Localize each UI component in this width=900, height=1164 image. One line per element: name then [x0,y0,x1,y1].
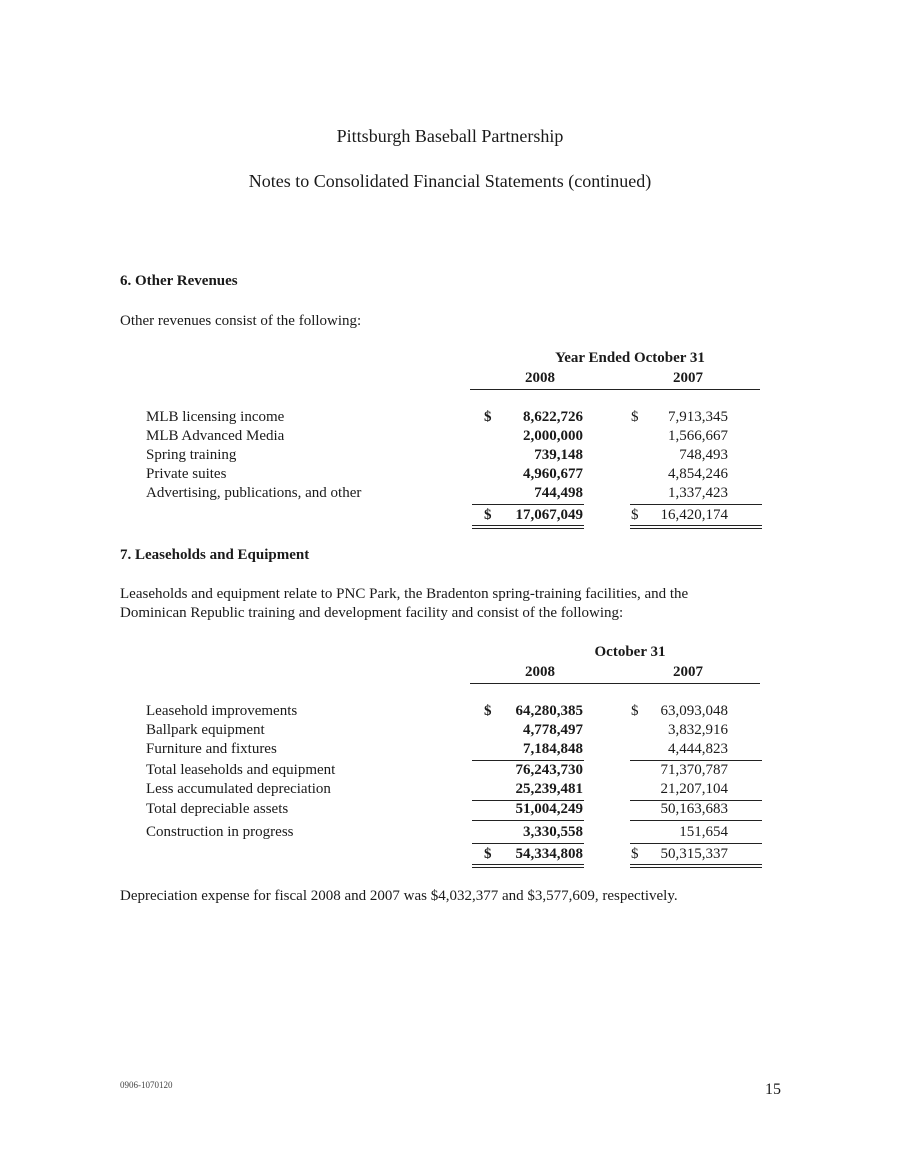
note7-row-label: Less accumulated depreciation [146,781,331,797]
note6-col-2007: 2007 [673,370,703,386]
note6-row-2008: 739,148 [534,447,583,463]
note6-col-2008: 2008 [525,370,555,386]
note7-col-2008: 2008 [525,664,555,680]
note7-row-2007: 63,093,048 [660,703,728,719]
note6-row-label: MLB licensing income [146,409,285,425]
note6-subtotal-rule-2008 [472,504,584,505]
note7-row-2008: 3,330,558 [523,824,583,840]
note7-row-label: Furniture and fixtures [146,741,277,757]
note6-row-2008: 744,498 [534,485,583,501]
note7-total-double-rule-2007 [630,864,762,868]
note7-subtotal-rule-2008 [472,820,584,821]
note6-row-2007: 1,566,667 [668,428,728,444]
note6-total-double-rule-2007 [630,525,762,529]
note7-row-label: Total depreciable assets [146,801,289,817]
note7-row-label: Total leaseholds and equipment [146,762,336,778]
currency-symbol: $ [484,507,492,523]
note6-total-2008: 17,067,049 [515,507,583,523]
note6-subtotal-rule-2007 [630,504,762,505]
note7-row-2007: 3,832,916 [668,722,728,738]
note7-total-double-rule-2008 [472,864,584,868]
note7-header-rule [470,683,760,684]
company-name: Pittsburgh Baseball Partnership [336,126,564,146]
note7-row-2008: 4,778,497 [523,722,583,738]
note6-group-header: Year Ended October 31 [555,350,705,366]
currency-symbol: $ [631,409,639,425]
note6-row-2007: 1,337,423 [668,485,728,501]
note6-row-2007: 748,493 [679,447,728,463]
note7-row-2008: 76,243,730 [515,762,583,778]
depreciation-note: Depreciation expense for fiscal 2008 and 2007 was $4,032,377 and $3,577,609, respectively. [120,888,678,904]
note6-intro: Other revenues consist of the following: [120,313,362,329]
note6-title: 6. Other Revenues [120,273,238,289]
note6-row-2008: 8,622,726 [523,409,583,425]
note7-total-2008: 54,334,808 [515,846,583,862]
note7-col-2007: 2007 [673,664,703,680]
note7-row-label: Ballpark equipment [146,722,265,738]
note6-total-2007: 16,420,174 [660,507,728,523]
currency-symbol: $ [631,507,639,523]
note7-subtotal-rule-2007 [630,820,762,821]
note6-row-2008: 4,960,677 [523,466,583,482]
note6-row-2007: 4,854,246 [668,466,728,482]
note7-group-header: October 31 [594,644,666,660]
document-code: 0906-1070120 [120,1080,173,1090]
note7-row-2008: 7,184,848 [523,741,583,757]
note6-row-label: Advertising, publications, and other [146,485,362,501]
currency-symbol: $ [484,846,492,862]
currency-symbol: $ [484,409,492,425]
currency-symbol: $ [484,703,492,719]
note7-row-label: Leasehold improvements [146,703,298,719]
note7-subtotal-rule-2007 [630,843,762,844]
note6-row-2007: 7,913,345 [668,409,728,425]
note7-intro-line1: Leaseholds and equipment relate to PNC Park, the Bradenton spring-training facilities, and the [120,586,689,602]
note7-total-2007: 50,315,337 [660,846,728,862]
note7-row-2007: 50,163,683 [660,801,728,817]
note7-subtotal-rule-2008 [472,843,584,844]
note7-row-2008: 51,004,249 [515,801,583,817]
note7-row-label: Construction in progress [146,824,294,840]
note6-total-double-rule-2008 [472,525,584,529]
currency-symbol: $ [631,846,639,862]
note7-row-2007: 21,207,104 [660,781,728,797]
note7-row-2007: 4,444,823 [668,741,728,757]
currency-symbol: $ [631,703,639,719]
note6-row-label: MLB Advanced Media [146,428,285,444]
note7-row-2008: 25,239,481 [515,781,583,797]
note7-row-2008: 64,280,385 [515,703,583,719]
note6-header-rule [470,389,760,390]
note7-title: 7. Leaseholds and Equipment [120,547,310,563]
note7-row-2007: 151,654 [679,824,728,840]
note7-intro-line2: Dominican Republic training and development facility and consist of the following: [120,605,624,621]
note6-row-2008: 2,000,000 [523,428,583,444]
page-number: 15 [765,1081,781,1098]
note7-row-2007: 71,370,787 [660,762,728,778]
note6-row-label: Spring training [146,447,237,463]
note6-row-label: Private suites [146,466,227,482]
note7-subtotal-rule-2008 [472,760,584,761]
document-subtitle: Notes to Consolidated Financial Statements (continued) [248,171,652,191]
note7-subtotal-rule-2007 [630,760,762,761]
